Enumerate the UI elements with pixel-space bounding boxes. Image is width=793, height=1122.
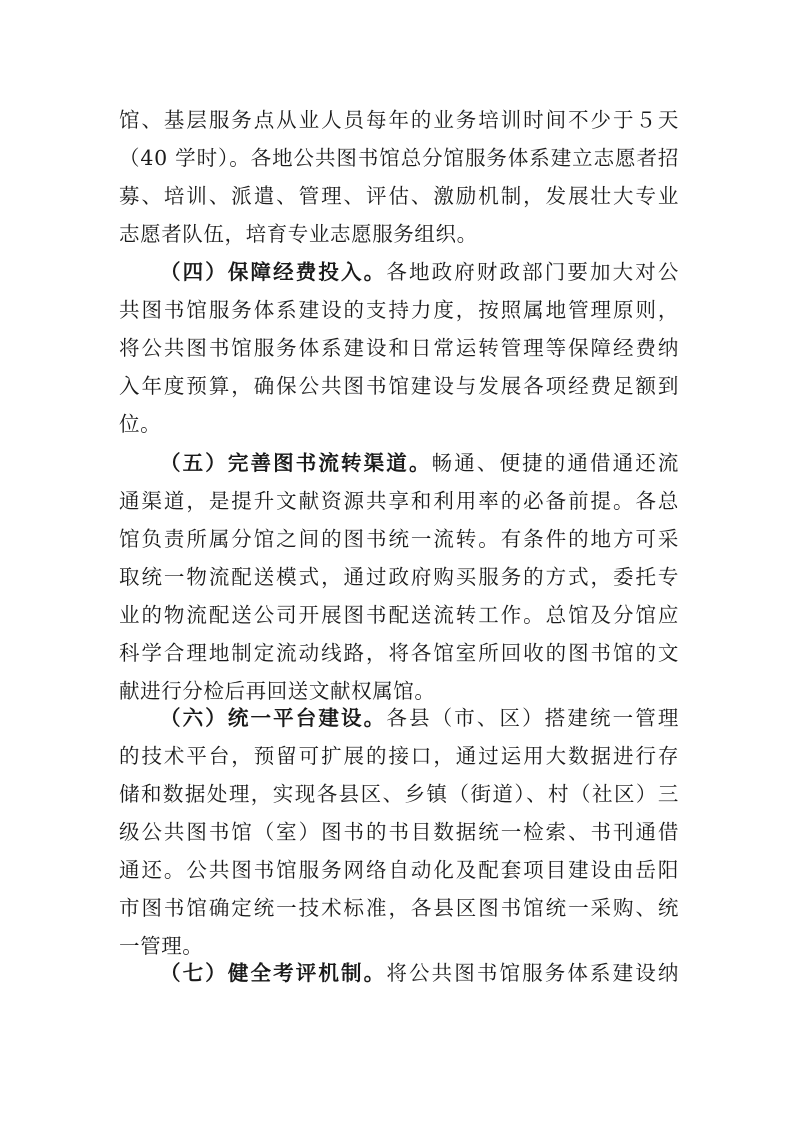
paragraph-line: 通渠道，是提升文献资源共享和利用率的必备前提。各总 bbox=[119, 489, 679, 513]
section-heading: （七）健全考评机制。 bbox=[160, 961, 387, 985]
paragraph-text: 各县（市、区）搭建统一管理 bbox=[386, 706, 679, 730]
section-heading: （五）完善图书流转渠道。 bbox=[160, 451, 432, 475]
paragraph-line: 志愿者队伍，培育专业志愿服务组织。 bbox=[119, 222, 478, 246]
paragraph-line: 的技术平台，预留可扩展的接口，通过运用大数据进行存 bbox=[119, 744, 679, 768]
paragraph-line: 入年度预算，确保公共图书馆建设与发展各项经费足额到 bbox=[119, 374, 679, 398]
paragraph-line: 共图书馆服务体系建设的支持力度，按照属地管理原则， bbox=[119, 298, 679, 322]
paragraph-line: 位。 bbox=[119, 412, 162, 436]
paragraph-line: 将公共图书馆服务体系建设和日常运转管理等保障经费纳 bbox=[119, 336, 679, 360]
paragraph-line: 一管理。 bbox=[119, 934, 204, 958]
paragraph-line: 科学合理地制定流动线路，将各馆室所回收的图书馆的文 bbox=[119, 641, 679, 665]
paragraph-text: 畅通、便捷的通借通还流 bbox=[431, 451, 679, 475]
paragraph-line: 馆负责所属分馆之间的图书统一流转。有条件的地方可采 bbox=[119, 527, 679, 551]
paragraph-line bbox=[119, 446, 679, 480]
paragraph-line bbox=[119, 255, 679, 289]
paragraph-line bbox=[119, 956, 679, 990]
paragraph-line: （40 学时）。各地公共图书馆总分馆服务体系建立志愿者招 bbox=[119, 146, 679, 170]
paragraph-text: 各地政府财政部门要加大对公 bbox=[386, 260, 679, 284]
section-heading: （四）保障经费投入。 bbox=[160, 260, 387, 284]
section-heading: （六）统一平台建设。 bbox=[160, 706, 387, 730]
paragraph-line: 通还。公共图书馆服务网络自动化及配套项目建设由岳阳 bbox=[119, 858, 679, 882]
paragraph-line: 级公共图书馆（室）图书的书目数据统一检索、书刊通借 bbox=[119, 820, 679, 844]
paragraph-line: 馆、基层服务点从业人员每年的业务培训时间不少于５天 bbox=[119, 108, 679, 132]
paragraph-line: 献进行分检后再回送文献权属馆。 bbox=[119, 679, 436, 703]
paragraph-line bbox=[119, 701, 679, 735]
paragraph-line: 募、培训、派遣、管理、评估、激励机制，发展壮大专业 bbox=[119, 184, 679, 208]
paragraph-line: 取统一物流配送模式，通过政府购买服务的方式，委托专 bbox=[119, 565, 679, 589]
paragraph-line: 储和数据处理，实现各县区、乡镇（街道）、村（社区）三 bbox=[119, 782, 679, 806]
paragraph-text: 将公共图书馆服务体系建设纳 bbox=[386, 961, 679, 985]
paragraph-line: 业的物流配送公司开展图书配送流转工作。总馆及分馆应 bbox=[119, 603, 679, 627]
paragraph-line: 市图书馆确定统一技术标准，各县区图书馆统一采购、统 bbox=[119, 896, 679, 920]
